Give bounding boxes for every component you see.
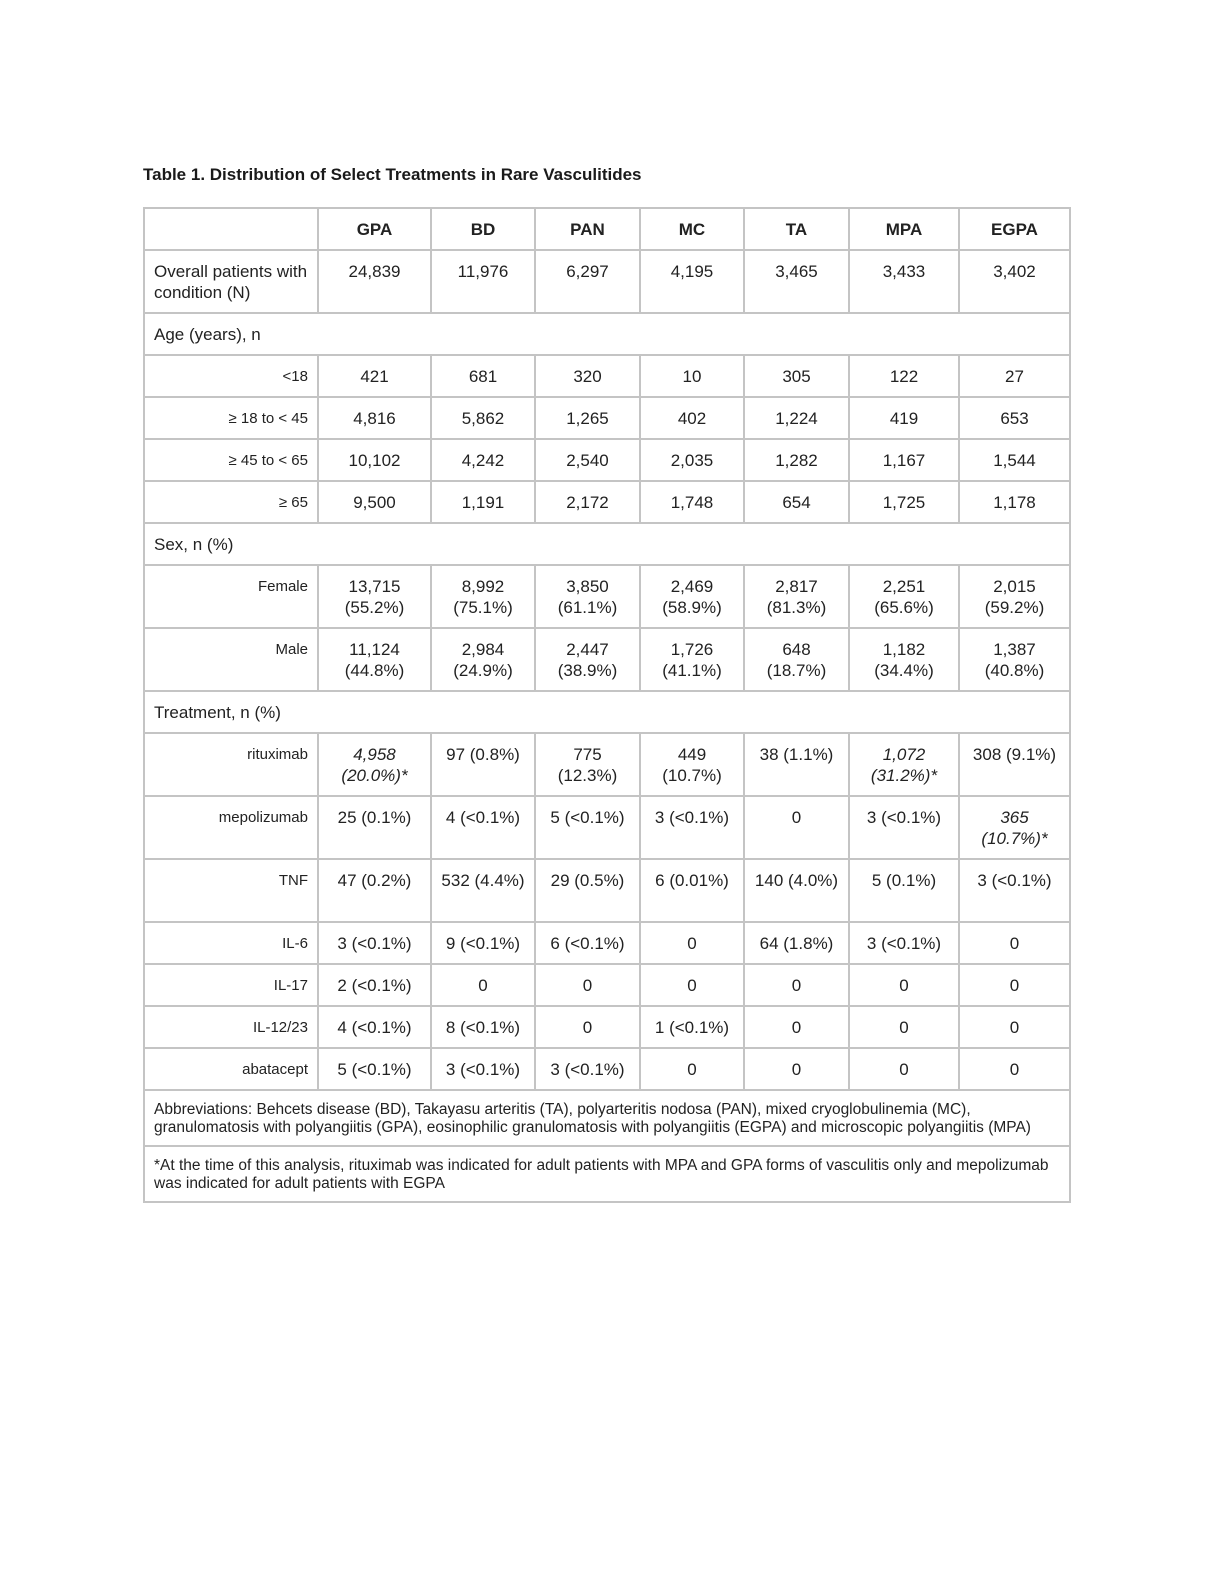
note-row — [144, 1090, 1070, 1146]
data-cell: 2,035 — [640, 439, 744, 481]
table-row — [144, 481, 1070, 523]
data-cell: 0 — [959, 964, 1070, 1006]
column-header-mpa: MPA — [849, 208, 959, 250]
data-cell: 3,433 — [849, 250, 959, 313]
data-cell: 1,182 (34.4%) — [849, 628, 959, 691]
table-row — [144, 796, 1070, 859]
table-row — [144, 1006, 1070, 1048]
data-cell: 0 — [849, 1048, 959, 1090]
data-cell: 532 (4.4%) — [431, 859, 535, 922]
data-cell: 27 — [959, 355, 1070, 397]
data-cell: 1,178 — [959, 481, 1070, 523]
data-cell: 775 (12.3%) — [535, 733, 640, 796]
table-row — [144, 1048, 1070, 1090]
data-cell: 3 (<0.1%) — [849, 796, 959, 859]
table-row — [144, 964, 1070, 1006]
data-cell: 4 (<0.1%) — [431, 796, 535, 859]
table-row — [144, 859, 1070, 922]
table-row — [144, 733, 1070, 796]
data-cell: 648 (18.7%) — [744, 628, 849, 691]
section-row — [144, 691, 1070, 733]
data-cell: 1,167 — [849, 439, 959, 481]
data-cell: 0 — [744, 964, 849, 1006]
row-label: Female — [144, 565, 318, 628]
data-cell: 11,124 (44.8%) — [318, 628, 431, 691]
data-cell: 5 (<0.1%) — [535, 796, 640, 859]
data-cell: 13,715 (55.2%) — [318, 565, 431, 628]
data-cell: 38 (1.1%) — [744, 733, 849, 796]
data-cell: 2,469 (58.9%) — [640, 565, 744, 628]
data-cell: 122 — [849, 355, 959, 397]
data-cell: 0 — [959, 1006, 1070, 1048]
data-cell: 0 — [640, 964, 744, 1006]
data-cell: 1 (<0.1%) — [640, 1006, 744, 1048]
table-row — [144, 397, 1070, 439]
table-row — [144, 250, 1070, 313]
data-cell: 654 — [744, 481, 849, 523]
data-cell: 0 — [744, 796, 849, 859]
column-header-bd: BD — [431, 208, 535, 250]
data-cell: 6,297 — [535, 250, 640, 313]
data-cell: 8 (<0.1%) — [431, 1006, 535, 1048]
data-cell: 9,500 — [318, 481, 431, 523]
data-cell: 2,015 (59.2%) — [959, 565, 1070, 628]
data-cell: 305 — [744, 355, 849, 397]
table-row — [144, 439, 1070, 481]
data-cell: 1,224 — [744, 397, 849, 439]
row-label: Male — [144, 628, 318, 691]
data-cell: 3 (<0.1%) — [431, 1048, 535, 1090]
data-cell: 421 — [318, 355, 431, 397]
data-cell: 449 (10.7%) — [640, 733, 744, 796]
data-cell: 97 (0.8%) — [431, 733, 535, 796]
treatments-table — [143, 207, 1071, 1203]
data-cell: 3 (<0.1%) — [959, 859, 1070, 922]
data-cell: 402 — [640, 397, 744, 439]
data-cell: 6 (0.01%) — [640, 859, 744, 922]
row-label: IL-6 — [144, 922, 318, 964]
note-row — [144, 1146, 1070, 1202]
data-cell: 3 (<0.1%) — [640, 796, 744, 859]
data-cell: 5,862 — [431, 397, 535, 439]
section-row — [144, 313, 1070, 355]
row-label: IL-12/23 — [144, 1006, 318, 1048]
data-cell: 1,265 — [535, 397, 640, 439]
row-label: mepolizumab — [144, 796, 318, 859]
data-cell: 2,447 (38.9%) — [535, 628, 640, 691]
data-cell: 1,282 — [744, 439, 849, 481]
data-cell: 681 — [431, 355, 535, 397]
data-cell: 4,242 — [431, 439, 535, 481]
data-cell: 320 — [535, 355, 640, 397]
data-cell: 29 (0.5%) — [535, 859, 640, 922]
data-cell: 9 (<0.1%) — [431, 922, 535, 964]
header-row — [144, 208, 1070, 250]
data-cell: 308 (9.1%) — [959, 733, 1070, 796]
row-label: ≥ 45 to < 65 — [144, 439, 318, 481]
row-label: rituximab — [144, 733, 318, 796]
data-cell: 4 (<0.1%) — [318, 1006, 431, 1048]
data-cell: 0 — [959, 1048, 1070, 1090]
table-row — [144, 922, 1070, 964]
data-cell: 2,251 (65.6%) — [849, 565, 959, 628]
data-cell: 0 — [744, 1048, 849, 1090]
data-cell: 3,402 — [959, 250, 1070, 313]
column-header-ta: TA — [744, 208, 849, 250]
data-cell: 0 — [849, 1006, 959, 1048]
data-cell: 10,102 — [318, 439, 431, 481]
table-row — [144, 565, 1070, 628]
table-row — [144, 355, 1070, 397]
data-cell: 0 — [640, 922, 744, 964]
data-cell: 3 (<0.1%) — [535, 1048, 640, 1090]
data-cell: 365 (10.7%)* — [959, 796, 1070, 859]
data-cell: 6 (<0.1%) — [535, 922, 640, 964]
data-cell: 0 — [640, 1048, 744, 1090]
data-cell: 3,850 (61.1%) — [535, 565, 640, 628]
data-cell: 2,817 (81.3%) — [744, 565, 849, 628]
table-row — [144, 628, 1070, 691]
data-cell: 2,540 — [535, 439, 640, 481]
section-heading: Treatment, n (%) — [144, 691, 1070, 733]
data-cell: 4,195 — [640, 250, 744, 313]
data-cell: 8,992 (75.1%) — [431, 565, 535, 628]
data-cell: 419 — [849, 397, 959, 439]
row-label: IL-17 — [144, 964, 318, 1006]
data-cell: 140 (4.0%) — [744, 859, 849, 922]
data-cell: 1,726 (41.1%) — [640, 628, 744, 691]
data-cell: 653 — [959, 397, 1070, 439]
row-label: Overall patients with condition (N) — [144, 250, 318, 313]
section-heading: Age (years), n — [144, 313, 1070, 355]
column-header-pan: PAN — [535, 208, 640, 250]
data-cell: 25 (0.1%) — [318, 796, 431, 859]
data-cell: 47 (0.2%) — [318, 859, 431, 922]
abbreviations-note: Abbreviations: Behcets disease (BD), Takayasu arteritis (TA), polyarteritis nodosa (PAN), mixed cryoglobulinemia (MC), granulomatosis with polyangiitis (GPA), eosinophilic granulomatosis with polyangiitis (EGPA) and microscopic polyangiitis (MPA) — [144, 1090, 1070, 1146]
data-cell: 1,072 (31.2%)* — [849, 733, 959, 796]
row-label: TNF — [144, 859, 318, 922]
data-cell: 2 (<0.1%) — [318, 964, 431, 1006]
data-cell: 5 (0.1%) — [849, 859, 959, 922]
data-cell: 5 (<0.1%) — [318, 1048, 431, 1090]
data-cell: 24,839 — [318, 250, 431, 313]
table-title: Table 1. Distribution of Select Treatments in Rare Vasculitides — [143, 165, 642, 184]
data-cell: 1,387 (40.8%) — [959, 628, 1070, 691]
data-cell: 64 (1.8%) — [744, 922, 849, 964]
data-cell: 4,958 (20.0%)* — [318, 733, 431, 796]
row-label: ≥ 18 to < 45 — [144, 397, 318, 439]
data-cell: 1,191 — [431, 481, 535, 523]
header-empty-cell — [144, 208, 318, 250]
data-cell: 3 (<0.1%) — [318, 922, 431, 964]
footnote: *At the time of this analysis, rituximab was indicated for adult patients with MPA and GPA forms of vasculitis only and mepolizumab was indicated for adult patients with EGPA — [144, 1146, 1070, 1202]
data-cell: 0 — [535, 1006, 640, 1048]
data-cell: 0 — [959, 922, 1070, 964]
column-header-egpa: EGPA — [959, 208, 1070, 250]
data-cell: 3 (<0.1%) — [849, 922, 959, 964]
data-cell: 11,976 — [431, 250, 535, 313]
data-cell: 0 — [849, 964, 959, 1006]
row-label: <18 — [144, 355, 318, 397]
row-label: ≥ 65 — [144, 481, 318, 523]
data-cell: 1,544 — [959, 439, 1070, 481]
column-header-mc: MC — [640, 208, 744, 250]
data-cell: 0 — [431, 964, 535, 1006]
data-cell: 4,816 — [318, 397, 431, 439]
data-cell: 1,725 — [849, 481, 959, 523]
data-cell: 0 — [535, 964, 640, 1006]
row-label: abatacept — [144, 1048, 318, 1090]
data-cell: 2,984 (24.9%) — [431, 628, 535, 691]
section-row — [144, 523, 1070, 565]
data-cell: 2,172 — [535, 481, 640, 523]
data-cell: 3,465 — [744, 250, 849, 313]
section-heading: Sex, n (%) — [144, 523, 1070, 565]
data-cell: 1,748 — [640, 481, 744, 523]
data-cell: 0 — [744, 1006, 849, 1048]
data-cell: 10 — [640, 355, 744, 397]
column-header-gpa: GPA — [318, 208, 431, 250]
